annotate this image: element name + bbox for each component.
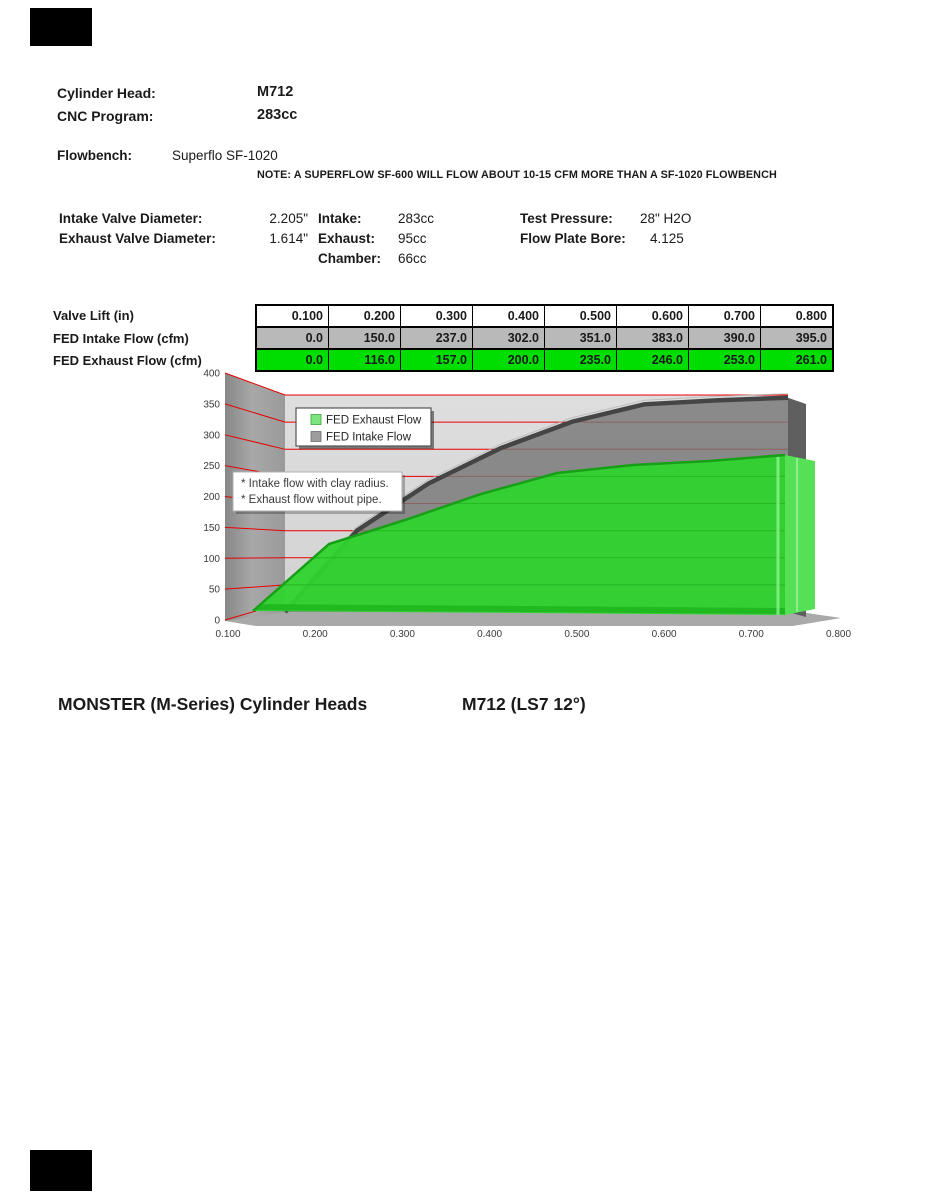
legend-swatch-intake [311, 432, 321, 442]
lift-cell: 0.300 [400, 306, 472, 326]
annotation-line2: * Exhaust flow without pipe. [241, 494, 382, 506]
table-row-valve-lift [53, 304, 834, 328]
intake-cell: 395.0 [760, 328, 832, 348]
x-tick: 0.800 [825, 629, 852, 640]
flow-plate-label: Flow Plate Bore: [520, 231, 626, 246]
chamber-label: Chamber: [318, 251, 382, 266]
intake-cell: 302.0 [472, 328, 544, 348]
intake-cc-value: 283cc [398, 211, 435, 226]
y-tick: 400 [203, 368, 220, 380]
y-tick: 100 [203, 553, 220, 565]
lift-cell: 0.200 [328, 306, 400, 326]
intake-cell: 150.0 [328, 328, 400, 348]
table-row-intake-flow [53, 328, 834, 350]
exhaust-area-side-face [785, 455, 815, 615]
exhaust-cc-label: Exhaust: [318, 231, 376, 246]
test-pressure-value: 28" H2O [640, 211, 692, 226]
lift-cell: 0.700 [688, 306, 760, 326]
row-label: FED Exhaust Flow (cfm) [53, 353, 202, 368]
flow-table [53, 304, 834, 372]
exhaust-cell: 253.0 [688, 350, 760, 370]
exhaust-cell: 261.0 [760, 350, 832, 370]
exhaust-cc-value: 95cc [398, 231, 427, 246]
lift-cell: 0.800 [760, 306, 832, 326]
intake-cell: 0.0 [305, 331, 323, 345]
y-tick: 0 [214, 615, 220, 627]
legend-label-exhaust: FED Exhaust Flow [326, 414, 422, 427]
lift-cell: 0.400 [472, 306, 544, 326]
exhaust-cell: 235.0 [544, 350, 616, 370]
footer-subtitle: M712 (LS7 12°) [462, 694, 586, 714]
x-tick: 0.700 [738, 629, 764, 640]
chart-legend [296, 408, 434, 449]
flow-chart [190, 363, 875, 648]
flowbench-note: NOTE: A SUPERFLOW SF-600 WILL FLOW ABOUT 10-15 CFM MORE THAN A SF-1020 FLOWBENCH [257, 169, 777, 181]
cylinder-head-value: M712 [257, 84, 294, 100]
x-axis-labels [215, 629, 851, 640]
lift-cell: 0.500 [544, 306, 616, 326]
exhaust-cell: 200.0 [472, 350, 544, 370]
cnc-program-value: 283cc [257, 107, 298, 123]
x-tick: 0.600 [651, 629, 677, 640]
lift-cell: 0.100 [291, 309, 323, 323]
y-axis-labels [203, 369, 220, 627]
flowbench-value: Superflo SF-1020 [172, 148, 278, 163]
flow-plate-value: 4.125 [650, 231, 684, 246]
y-tick: 350 [203, 399, 220, 411]
exhaust-cell: 157.0 [400, 350, 472, 370]
cylinder-head-label: Cylinder Head: [57, 85, 156, 101]
redacted-logo-bottom [30, 1150, 92, 1191]
annotation-line1: * Intake flow with clay radius. [241, 478, 389, 490]
y-tick: 50 [208, 584, 220, 596]
intake-cell: 383.0 [616, 328, 688, 348]
legend-swatch-exhaust [311, 415, 321, 425]
exhaust-cell: 0.0 [305, 353, 323, 367]
intake-valve-value: 2.205" [269, 211, 308, 226]
row-label: FED Intake Flow (cfm) [53, 331, 189, 346]
exhaust-cell: 246.0 [616, 350, 688, 370]
y-tick: 200 [203, 492, 220, 503]
y-tick: 250 [203, 461, 220, 473]
y-tick: 150 [203, 522, 220, 534]
y-tick: 300 [203, 430, 220, 442]
intake-cell: 351.0 [544, 328, 616, 348]
x-tick: 0.400 [477, 629, 503, 640]
x-tick: 0.200 [302, 629, 328, 640]
exhaust-valve-label: Exhaust Valve Diameter: [59, 231, 216, 246]
intake-cell: 390.0 [688, 328, 760, 348]
intake-valve-label: Intake Valve Diameter: [59, 211, 203, 226]
x-tick: 0.300 [389, 629, 415, 640]
x-tick: 0.100 [215, 629, 241, 640]
chamber-value: 66cc [398, 251, 427, 266]
intake-cell: 237.0 [400, 328, 472, 348]
intake-cc-label: Intake: [318, 211, 362, 226]
flowbench-label: Flowbench: [57, 148, 132, 163]
cnc-program-label: CNC Program: [57, 108, 154, 124]
lift-cell: 0.600 [616, 306, 688, 326]
chart-annotation [233, 472, 405, 514]
x-tick: 0.500 [564, 629, 590, 640]
test-pressure-label: Test Pressure: [520, 211, 613, 226]
exhaust-cell: 116.0 [328, 350, 400, 370]
legend-label-intake: FED Intake Flow [326, 431, 411, 444]
redacted-logo-top [30, 8, 92, 46]
footer-title: MONSTER (M-Series) Cylinder Heads [58, 694, 368, 714]
row-label: Valve Lift (in) [53, 308, 134, 323]
exhaust-valve-value: 1.614" [269, 231, 308, 246]
